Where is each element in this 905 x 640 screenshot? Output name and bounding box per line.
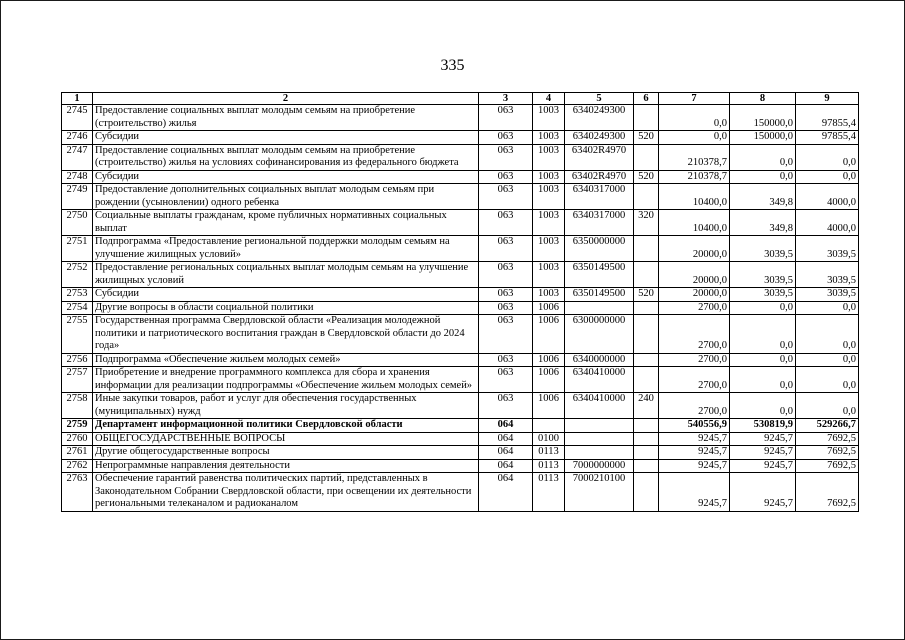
amount-col9-cell: 3039,5 bbox=[796, 262, 859, 288]
ministry-code-cell: 063 bbox=[479, 315, 533, 354]
row-number-cell: 2748 bbox=[62, 170, 93, 184]
col-header-6: 6 bbox=[634, 93, 659, 105]
ministry-code-cell: 063 bbox=[479, 288, 533, 302]
expense-type-cell bbox=[634, 184, 659, 210]
amount-col7-cell: 540556,9 bbox=[659, 419, 730, 433]
row-number-cell: 2747 bbox=[62, 144, 93, 170]
row-number-cell: 2763 bbox=[62, 473, 93, 512]
col-header-2: 2 bbox=[93, 93, 479, 105]
ministry-code-cell: 063 bbox=[479, 353, 533, 367]
target-article-cell: 6340000000 bbox=[565, 353, 634, 367]
amount-col8-cell: 150000,0 bbox=[730, 105, 796, 131]
table-row bbox=[62, 393, 859, 419]
target-article-cell bbox=[565, 419, 634, 433]
amount-col9-cell: 529266,7 bbox=[796, 419, 859, 433]
expense-type-cell bbox=[634, 236, 659, 262]
row-number-cell: 2757 bbox=[62, 367, 93, 393]
description-cell: Социальные выплаты гражданам, кроме публичных нормативных социальных выплат bbox=[93, 210, 479, 236]
row-number-cell: 2762 bbox=[62, 459, 93, 473]
target-article-cell: 6340249300 bbox=[565, 105, 634, 131]
expense-type-cell bbox=[634, 315, 659, 354]
ministry-code-cell: 063 bbox=[479, 367, 533, 393]
section-code-cell: 1003 bbox=[533, 236, 565, 262]
ministry-code-cell: 064 bbox=[479, 419, 533, 433]
amount-col8-cell: 3039,5 bbox=[730, 262, 796, 288]
ministry-code-cell: 063 bbox=[479, 131, 533, 145]
description-cell: Предоставление социальных выплат молодым семьям на приобретение (строительство) жилья bbox=[93, 105, 479, 131]
col-header-7: 7 bbox=[659, 93, 730, 105]
row-number-cell: 2756 bbox=[62, 353, 93, 367]
page-number: 335 bbox=[440, 57, 465, 74]
col-header-5: 5 bbox=[565, 93, 634, 105]
row-number-cell: 2759 bbox=[62, 419, 93, 433]
amount-col7-cell: 20000,0 bbox=[659, 262, 730, 288]
expense-type-cell: 520 bbox=[634, 288, 659, 302]
row-number-cell: 2745 bbox=[62, 105, 93, 131]
description-cell: Другие общегосударственные вопросы bbox=[93, 446, 479, 460]
section-code-cell: 1003 bbox=[533, 105, 565, 131]
table-row bbox=[62, 473, 859, 512]
table-row bbox=[62, 144, 859, 170]
amount-col7-cell: 0,0 bbox=[659, 131, 730, 145]
amount-col7-cell: 210378,7 bbox=[659, 170, 730, 184]
description-cell: ОБЩЕГОСУДАРСТВЕННЫЕ ВОПРОСЫ bbox=[93, 432, 479, 446]
section-code-cell: 1006 bbox=[533, 367, 565, 393]
ministry-code-cell: 064 bbox=[479, 459, 533, 473]
row-number-cell: 2760 bbox=[62, 432, 93, 446]
table-row bbox=[62, 210, 859, 236]
row-number-cell: 2761 bbox=[62, 446, 93, 460]
description-cell: Подпрограмма «Предоставление региональной поддержки молодым семьям на улучшение жилищных условий» bbox=[93, 236, 479, 262]
expense-type-cell: 520 bbox=[634, 170, 659, 184]
amount-col9-cell: 3039,5 bbox=[796, 236, 859, 262]
table-row bbox=[62, 446, 859, 460]
amount-col9-cell: 4000,0 bbox=[796, 210, 859, 236]
amount-col7-cell: 10400,0 bbox=[659, 210, 730, 236]
description-cell: Субсидии bbox=[93, 131, 479, 145]
expense-type-cell bbox=[634, 262, 659, 288]
description-cell: Другие вопросы в области социальной политики bbox=[93, 301, 479, 315]
section-code-cell: 1003 bbox=[533, 131, 565, 145]
target-article-cell: 6340410000 bbox=[565, 367, 634, 393]
table-body bbox=[62, 105, 859, 512]
section-code-cell: 1003 bbox=[533, 170, 565, 184]
amount-col7-cell: 2700,0 bbox=[659, 393, 730, 419]
amount-col9-cell: 7692,5 bbox=[796, 473, 859, 512]
target-article-cell bbox=[565, 432, 634, 446]
col-header-3: 3 bbox=[479, 93, 533, 105]
col-header-4: 4 bbox=[533, 93, 565, 105]
ministry-code-cell: 063 bbox=[479, 144, 533, 170]
amount-col8-cell: 150000,0 bbox=[730, 131, 796, 145]
ministry-code-cell: 063 bbox=[479, 236, 533, 262]
amount-col7-cell: 10400,0 bbox=[659, 184, 730, 210]
description-cell: Государственная программа Свердловской области «Реализация молодежной политики и патриотического воспитания граждан в Свердловской области до 2024 года» bbox=[93, 315, 479, 354]
target-article-cell: 6340410000 bbox=[565, 393, 634, 419]
amount-col9-cell: 3039,5 bbox=[796, 288, 859, 302]
target-article-cell: 6340317000 bbox=[565, 210, 634, 236]
amount-col7-cell: 2700,0 bbox=[659, 301, 730, 315]
section-code-cell: 1006 bbox=[533, 353, 565, 367]
amount-col7-cell: 20000,0 bbox=[659, 288, 730, 302]
table-row bbox=[62, 131, 859, 145]
row-number-cell: 2753 bbox=[62, 288, 93, 302]
budget-table bbox=[61, 92, 859, 512]
amount-col7-cell: 2700,0 bbox=[659, 315, 730, 354]
target-article-cell: 63402R4970 bbox=[565, 144, 634, 170]
amount-col8-cell: 0,0 bbox=[730, 170, 796, 184]
expense-type-cell: 520 bbox=[634, 131, 659, 145]
amount-col7-cell: 2700,0 bbox=[659, 367, 730, 393]
amount-col7-cell: 9245,7 bbox=[659, 446, 730, 460]
amount-col9-cell: 7692,5 bbox=[796, 446, 859, 460]
table-row bbox=[62, 301, 859, 315]
amount-col8-cell: 9245,7 bbox=[730, 432, 796, 446]
table-row bbox=[62, 262, 859, 288]
description-cell: Непрограммные направления деятельности bbox=[93, 459, 479, 473]
row-number-cell: 2752 bbox=[62, 262, 93, 288]
row-number-cell: 2751 bbox=[62, 236, 93, 262]
amount-col8-cell: 0,0 bbox=[730, 393, 796, 419]
expense-type-cell bbox=[634, 105, 659, 131]
amount-col9-cell: 97855,4 bbox=[796, 105, 859, 131]
amount-col9-cell: 0,0 bbox=[796, 144, 859, 170]
description-cell: Иные закупки товаров, работ и услуг для обеспечения государственных (муниципальных) нужд bbox=[93, 393, 479, 419]
table-row bbox=[62, 288, 859, 302]
ministry-code-cell: 063 bbox=[479, 301, 533, 315]
section-code-cell: 1003 bbox=[533, 184, 565, 210]
section-code-cell: 0100 bbox=[533, 432, 565, 446]
amount-col9-cell: 7692,5 bbox=[796, 459, 859, 473]
ministry-code-cell: 063 bbox=[479, 105, 533, 131]
description-cell: Приобретение и внедрение программного комплекса для сбора и хранения информации для реализации подпрограммы «Обеспечение жильем молодых семей» bbox=[93, 367, 479, 393]
amount-col9-cell: 0,0 bbox=[796, 301, 859, 315]
table-row bbox=[62, 432, 859, 446]
section-code-cell bbox=[533, 419, 565, 433]
table-row bbox=[62, 353, 859, 367]
target-article-cell: 6340317000 bbox=[565, 184, 634, 210]
section-code-cell: 0113 bbox=[533, 459, 565, 473]
amount-col7-cell: 0,0 bbox=[659, 105, 730, 131]
ministry-code-cell: 063 bbox=[479, 210, 533, 236]
description-cell: Предоставление региональных социальных выплат молодым семьям на улучшение жилищных условий bbox=[93, 262, 479, 288]
section-code-cell: 1003 bbox=[533, 288, 565, 302]
amount-col8-cell: 9245,7 bbox=[730, 473, 796, 512]
amount-col8-cell: 0,0 bbox=[730, 315, 796, 354]
ministry-code-cell: 064 bbox=[479, 473, 533, 512]
description-cell: Субсидии bbox=[93, 170, 479, 184]
amount-col9-cell: 0,0 bbox=[796, 367, 859, 393]
target-article-cell: 6350000000 bbox=[565, 236, 634, 262]
section-code-cell: 0113 bbox=[533, 473, 565, 512]
amount-col7-cell: 9245,7 bbox=[659, 473, 730, 512]
table-row bbox=[62, 236, 859, 262]
expense-type-cell bbox=[634, 432, 659, 446]
col-header-8: 8 bbox=[730, 93, 796, 105]
amount-col9-cell: 0,0 bbox=[796, 170, 859, 184]
amount-col8-cell: 0,0 bbox=[730, 353, 796, 367]
amount-col8-cell: 0,0 bbox=[730, 367, 796, 393]
row-number-cell: 2754 bbox=[62, 301, 93, 315]
target-article-cell: 6340249300 bbox=[565, 131, 634, 145]
col-header-9: 9 bbox=[796, 93, 859, 105]
target-article-cell: 63402R4970 bbox=[565, 170, 634, 184]
section-code-cell: 1003 bbox=[533, 144, 565, 170]
table-row bbox=[62, 367, 859, 393]
amount-col8-cell: 0,0 bbox=[730, 144, 796, 170]
section-code-cell: 1003 bbox=[533, 262, 565, 288]
amount-col7-cell: 2700,0 bbox=[659, 353, 730, 367]
amount-col9-cell: 0,0 bbox=[796, 315, 859, 354]
section-code-cell: 1003 bbox=[533, 210, 565, 236]
amount-col7-cell: 20000,0 bbox=[659, 236, 730, 262]
ministry-code-cell: 064 bbox=[479, 446, 533, 460]
ministry-code-cell: 064 bbox=[479, 432, 533, 446]
description-cell: Подпрограмма «Обеспечение жильем молодых семей» bbox=[93, 353, 479, 367]
expense-type-cell: 320 bbox=[634, 210, 659, 236]
expense-type-cell bbox=[634, 367, 659, 393]
row-number-cell: 2755 bbox=[62, 315, 93, 354]
table-row bbox=[62, 184, 859, 210]
amount-col8-cell: 9245,7 bbox=[730, 446, 796, 460]
amount-col7-cell: 210378,7 bbox=[659, 144, 730, 170]
target-article-cell bbox=[565, 446, 634, 460]
header-row bbox=[62, 93, 859, 105]
amount-col9-cell: 4000,0 bbox=[796, 184, 859, 210]
table-row bbox=[62, 170, 859, 184]
description-cell: Предоставление дополнительных социальных выплат молодым семьям при рождении (усыновлении) одного ребенка bbox=[93, 184, 479, 210]
target-article-cell: 7000000000 bbox=[565, 459, 634, 473]
row-number-cell: 2758 bbox=[62, 393, 93, 419]
amount-col8-cell: 349,8 bbox=[730, 184, 796, 210]
amount-col8-cell: 3039,5 bbox=[730, 236, 796, 262]
expense-type-cell bbox=[634, 144, 659, 170]
row-number-cell: 2746 bbox=[62, 131, 93, 145]
amount-col9-cell: 97855,4 bbox=[796, 131, 859, 145]
target-article-cell: 6300000000 bbox=[565, 315, 634, 354]
expense-type-cell bbox=[634, 419, 659, 433]
amount-col8-cell: 530819,9 bbox=[730, 419, 796, 433]
table-row bbox=[62, 459, 859, 473]
description-cell: Обеспечение гарантий равенства политических партий, представленных в Законодательном Собрании Свердловской области, при освещении их деятельности региональными телеканалом и радиоканалом bbox=[93, 473, 479, 512]
ministry-code-cell: 063 bbox=[479, 393, 533, 419]
col-header-1: 1 bbox=[62, 93, 93, 105]
description-cell: Департамент информационной политики Свердловской области bbox=[93, 419, 479, 433]
ministry-code-cell: 063 bbox=[479, 170, 533, 184]
target-article-cell: 7000210100 bbox=[565, 473, 634, 512]
amount-col8-cell: 3039,5 bbox=[730, 288, 796, 302]
section-code-cell: 1006 bbox=[533, 393, 565, 419]
target-article-cell: 6350149500 bbox=[565, 288, 634, 302]
section-code-cell: 1006 bbox=[533, 315, 565, 354]
table-row bbox=[62, 419, 859, 433]
amount-col7-cell: 9245,7 bbox=[659, 432, 730, 446]
ministry-code-cell: 063 bbox=[479, 184, 533, 210]
target-article-cell bbox=[565, 301, 634, 315]
target-article-cell: 6350149500 bbox=[565, 262, 634, 288]
expense-type-cell bbox=[634, 473, 659, 512]
amount-col8-cell: 349,8 bbox=[730, 210, 796, 236]
description-cell: Предоставление социальных выплат молодым семьям на приобретение (строительство) жилья на условиях софинансирования из федерального бюджета bbox=[93, 144, 479, 170]
amount-col9-cell: 0,0 bbox=[796, 393, 859, 419]
ministry-code-cell: 063 bbox=[479, 262, 533, 288]
table-row bbox=[62, 315, 859, 354]
amount-col9-cell: 0,0 bbox=[796, 353, 859, 367]
expense-type-cell bbox=[634, 459, 659, 473]
amount-col8-cell: 9245,7 bbox=[730, 459, 796, 473]
table-row bbox=[62, 105, 859, 131]
amount-col7-cell: 9245,7 bbox=[659, 459, 730, 473]
amount-col9-cell: 7692,5 bbox=[796, 432, 859, 446]
expense-type-cell bbox=[634, 446, 659, 460]
row-number-cell: 2749 bbox=[62, 184, 93, 210]
expense-type-cell: 240 bbox=[634, 393, 659, 419]
section-code-cell: 1006 bbox=[533, 301, 565, 315]
amount-col8-cell: 0,0 bbox=[730, 301, 796, 315]
description-cell: Субсидии bbox=[93, 288, 479, 302]
expense-type-cell bbox=[634, 353, 659, 367]
expense-type-cell bbox=[634, 301, 659, 315]
row-number-cell: 2750 bbox=[62, 210, 93, 236]
section-code-cell: 0113 bbox=[533, 446, 565, 460]
